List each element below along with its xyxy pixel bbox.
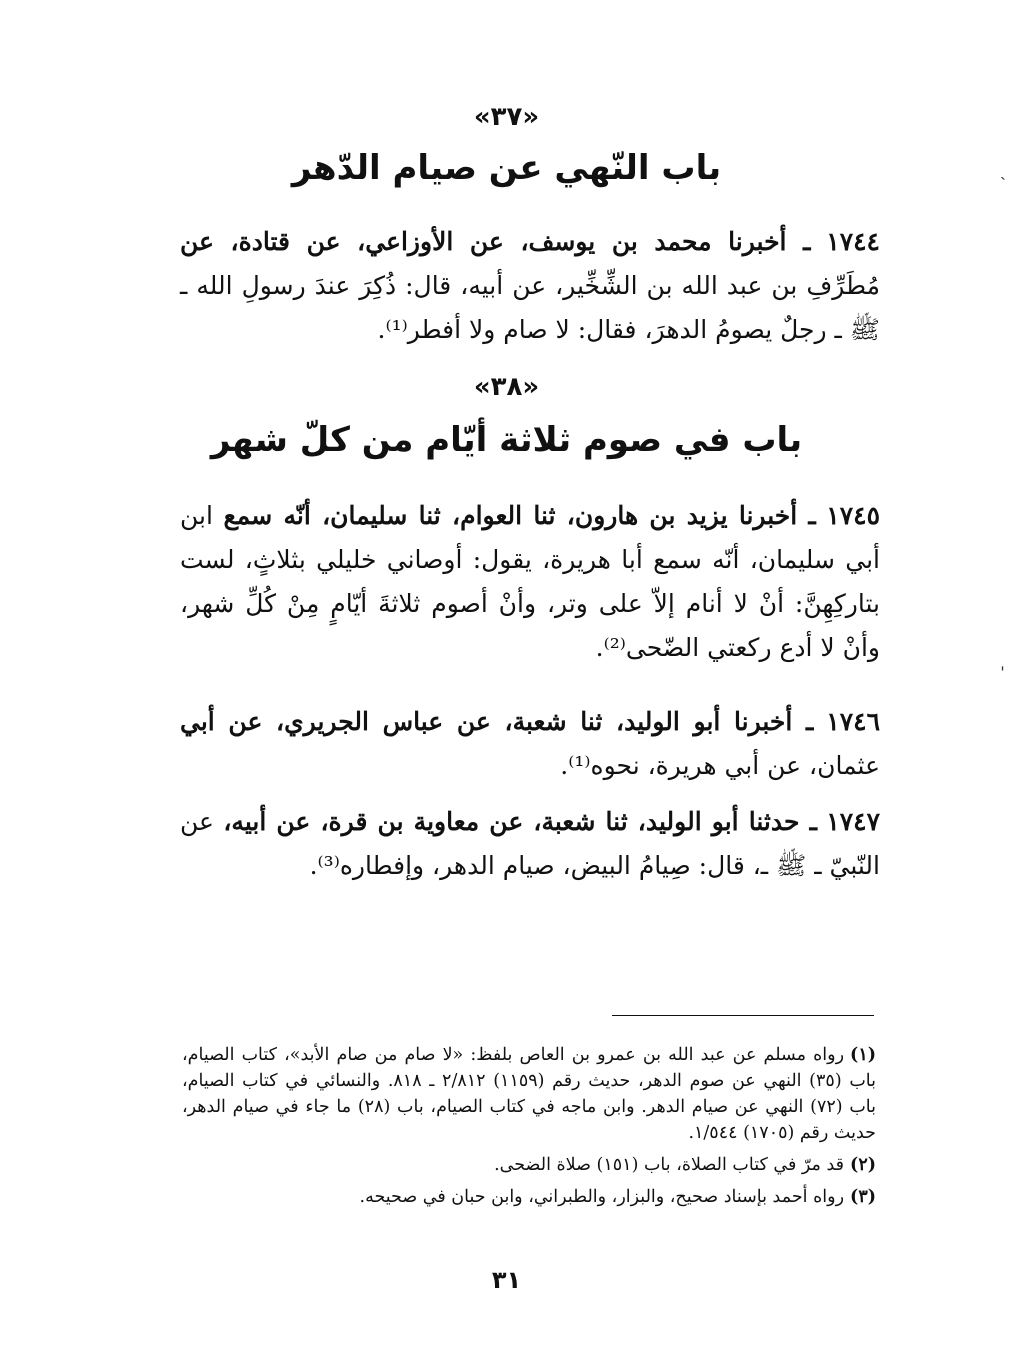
hadith-intro: ـ حدثنا أبو الوليد، ثنا شعبة، عن معاوية بن قرة، عن أبيه، — [223, 807, 817, 836]
hadith-number: ١٧٤٦ — [826, 707, 880, 736]
footnote-text: رواه مسلم عن عبد الله بن عمرو بن العاص بلفظ: «لا صام من صام الأبد»، كتاب الصيام، باب (٣٥) النهي عن صوم الدهر، حديث رقم (١١٥٩) ٢/٨١٢ ـ ٨١٨. والنسائي في كتاب الصيام، باب (٧٢) النهي عن صيام الدهر. وابن ماجه في كتاب الصيام، باب (٢٨) ما جاء في صيام الدهر، حديث رقم (١٧٠٥) ١/٥٤٤. — [182, 1045, 877, 1143]
hadith-entry — [180, 220, 880, 352]
hadith-intro: ـ أخبرنا محمد بن يوسف، عن الأوزاعي، عن قتادة، عن — [180, 227, 811, 256]
footnote — [182, 1184, 876, 1210]
chapter-number: «٣٧» — [473, 102, 540, 132]
footnote — [182, 1152, 876, 1178]
hadith-number: ١٧٤٤ — [826, 227, 880, 256]
footnotes — [182, 1042, 876, 1216]
footnote-text: قد مرّ في كتاب الصلاة، باب (١٥١) صلاة الضحى. — [494, 1155, 845, 1175]
footnote-text: رواه أحمد بإسناد صحيح، والبزار، والطبراني، وابن حبان في صحيحه. — [359, 1187, 845, 1207]
hadith-text: مُطَرِّفِ بن عبد الله بن الشِّخِّير، عن أبيه، قال: ذُكِرَ عندَ رسولِ الله ـ ﷺ ـ رجلٌ يصومُ الدهرَ، فقال: لا صام ولا أفطر⁽¹⁾. — [180, 271, 880, 344]
hadith-text: ابن أبي سليمان، أنّه سمع أبا هريرة، يقول: أوصاني خليلي بثلاثٍ، لست بتاركِهِنَّ: أنْ لا أنام إلاّ على وتر، وأنْ أصوم ثلاثةَ أيّامٍ مِنْ كُلِّ شهر، وأنْ لا أدع ركعتي الضّحى⁽²⁾. — [180, 501, 880, 662]
hadith-text: عن النّبيّ ـ ﷺ ـ، قال: صِيامُ البيض، صيام الدهر، وإفطاره⁽³⁾. — [180, 807, 880, 880]
footnote — [182, 1042, 876, 1146]
hadith-entry — [180, 494, 880, 670]
scan-margin-mark: ˈ — [1000, 664, 1005, 685]
hadith-intro: ـ أخبرنا أبو الوليد، ثنا شعبة، عن عباس الجريري، عن أبي — [180, 707, 814, 736]
hadith-number: ١٧٤٧ — [826, 807, 880, 836]
hadith-entry — [180, 700, 880, 788]
footnote-mark: (١) — [850, 1045, 876, 1065]
footnote-mark: (٢) — [850, 1155, 876, 1175]
chapter-number: «٣٨» — [473, 372, 540, 402]
hadith-text: عثمان، عن أبي هريرة، نحوه⁽¹⁾. — [560, 751, 880, 780]
page-number: ٣١ — [491, 1266, 522, 1294]
hadith-number: ١٧٤٥ — [826, 501, 881, 530]
chapter-title: باب في صوم ثلاثة أيّام من كلّ شهر — [210, 420, 803, 460]
hadith-intro: ـ أخبرنا يزيد بن هارون، ثنا العوام، ثنا سليمان، أنّه سمع — [223, 501, 816, 530]
chapter-title: باب النّهي عن صيام الدّهر — [291, 148, 722, 188]
scan-margin-mark: ˎ — [1000, 160, 1006, 181]
hadith-entry — [180, 800, 880, 888]
footnote-mark: (٣) — [850, 1187, 876, 1207]
footnote-separator — [612, 1015, 874, 1016]
